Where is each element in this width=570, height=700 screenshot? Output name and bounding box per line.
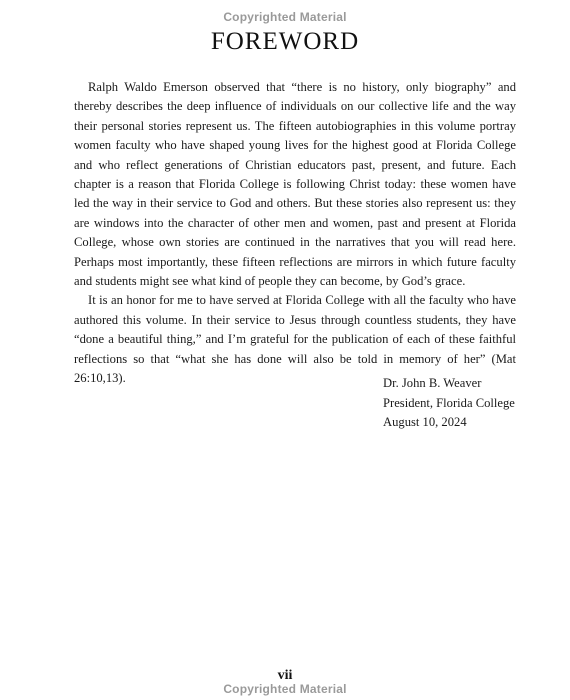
signature-block [383,374,515,433]
signature-date: August 10, 2024 [383,415,467,429]
page-title: FOREWORD [210,28,360,55]
paragraph-1: Ralph Waldo Emerson observed that “there is no history, only biography” and thereby describes the deep influence of individuals on our collective life and the way their personal stories represent us. The fifteen autobiographies in this volume portray women faculty who have shaped young lives for the highest good at Florida College and who reflect generations of Christian educators past, present, and future. Each chapter is a reason that Florida College is following Christ today: these women have led the way in their service to God and others. But these stories also represent us: they are windows into the character of other men and women, past and present at Florida College, whose own stories are continued in the narratives that you will read here. Perhaps most importantly, these fifteen reflections are mirrors in which future faculty and students might see what kind of people they can become, by God’s grace. [74,80,516,289]
signature-position: President, Florida College [383,395,515,410]
copyright-watermark-top: Copyrighted Material [223,10,347,24]
copyright-watermark-bottom: Copyrighted Material [223,682,347,696]
page-number: vii [277,668,293,683]
signature-name: Dr. John B. Weaver [383,376,482,390]
foreword-body [74,78,516,389]
paragraph-2: It is an honor for me to have served at Florida College with all the faculty who have authored this volume. In their service to Jesus through countless students, they have “done a beautiful thing,” and I’m grateful for the publication of each of these faithful reflections so that “what she has done will also be told in memory of her” (Mat 26:10,13). [74,293,516,386]
